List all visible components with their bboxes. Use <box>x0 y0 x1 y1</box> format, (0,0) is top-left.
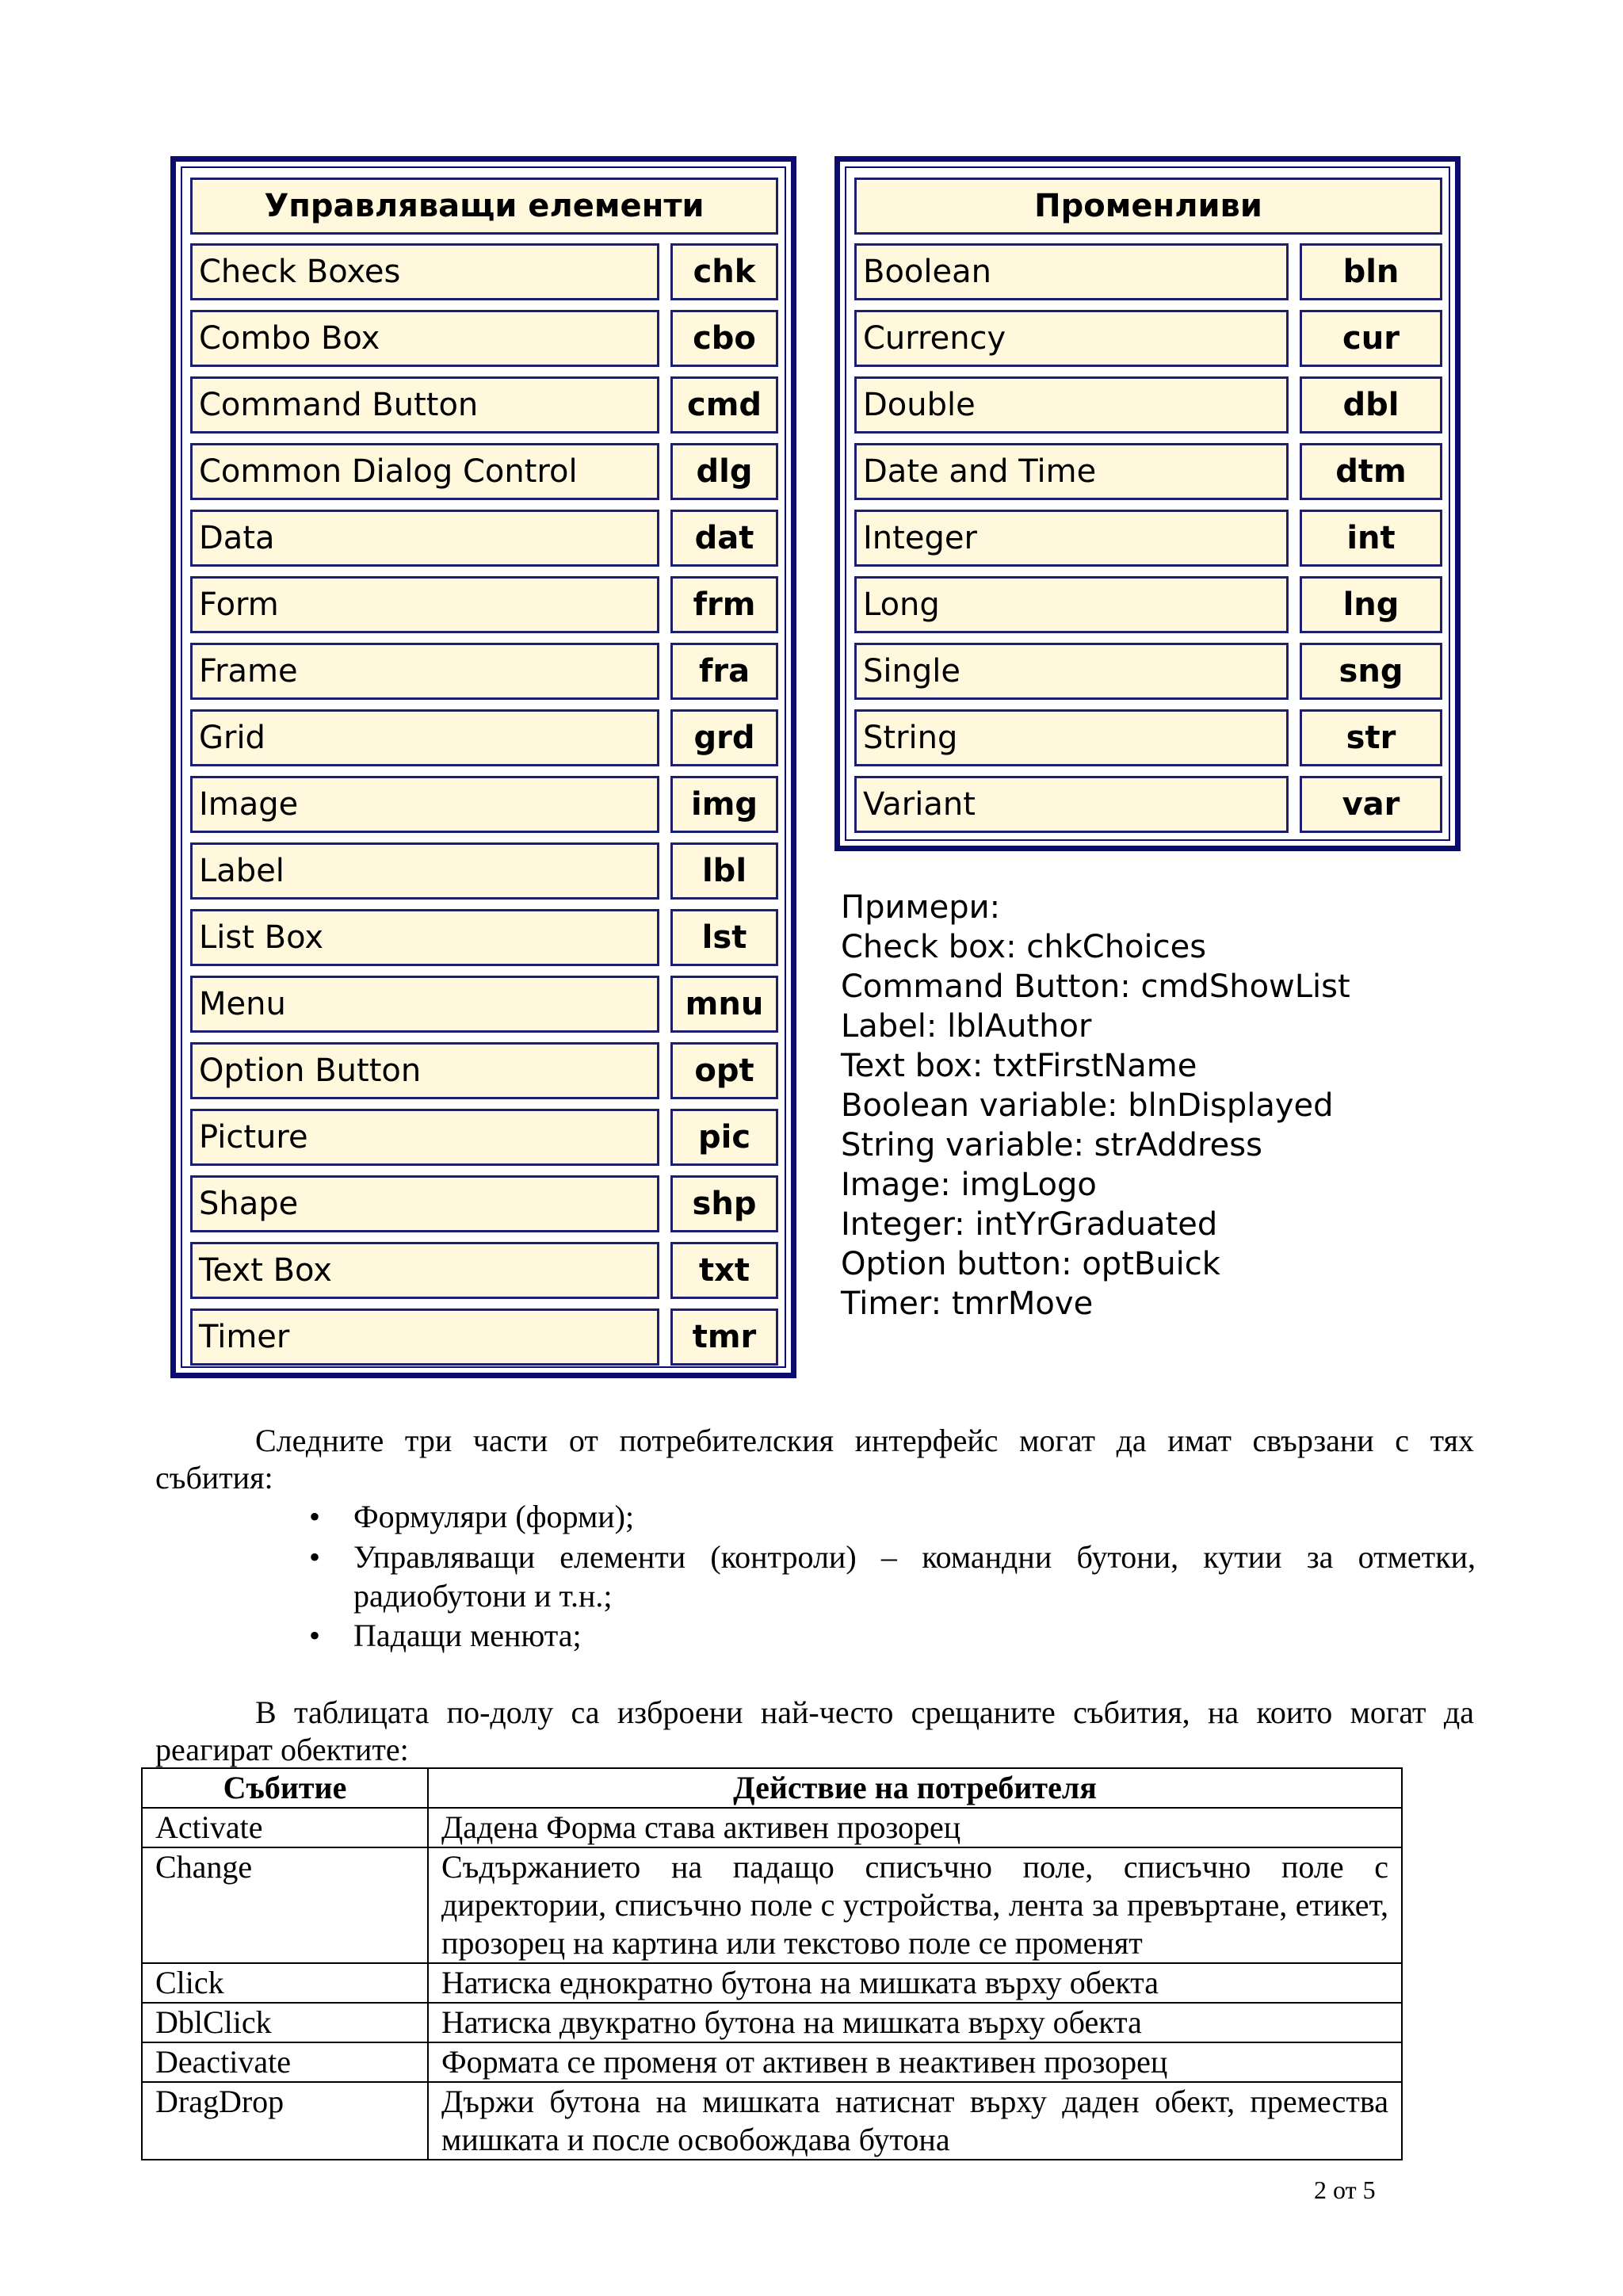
event-action: Формата се променя от активен в неактивен прозорец <box>428 2042 1402 2082</box>
controls-table-title: Управляващи елементи <box>190 178 778 235</box>
controls-row-prefix: cmd <box>670 376 778 434</box>
variables-row-prefix: dbl <box>1300 376 1442 434</box>
example-item: Boolean variable: blnDisplayed <box>841 1087 1334 1124</box>
bullet-item <box>309 1617 582 1655</box>
controls-row-name: Picture <box>190 1109 659 1166</box>
controls-row-name: Combo Box <box>190 310 659 367</box>
table-row <box>142 2082 1402 2160</box>
examples-list <box>841 888 1350 1324</box>
example-item: String variable: strAddress <box>841 1127 1262 1163</box>
variables-row-name: Boolean <box>854 243 1289 300</box>
event-name: Deactivate <box>142 2042 428 2082</box>
paragraph-2-line-2: реагират обектите: <box>155 1732 409 1767</box>
example-item: Image: imgLogo <box>841 1167 1097 1203</box>
controls-row-name: Command Button <box>190 376 659 434</box>
controls-row-prefix: tmr <box>670 1308 778 1366</box>
variables-row-prefix: sng <box>1300 643 1442 700</box>
event-action: Натиска двукратно бутона на мишката върху обекта <box>428 2003 1402 2042</box>
variables-row-name: Integer <box>854 510 1289 567</box>
variables-row-prefix: int <box>1300 510 1442 567</box>
variables-row-prefix: cur <box>1300 310 1442 367</box>
variables-row-name: Variant <box>854 776 1289 833</box>
controls-row-name: Form <box>190 576 659 633</box>
event-action: Натиска еднократно бутона на мишката върху обекта <box>428 1963 1402 2003</box>
example-item: Integer: intYrGraduated <box>841 1206 1218 1243</box>
variables-row-prefix: lng <box>1300 576 1442 633</box>
variables-row-name: Date and Time <box>854 443 1289 500</box>
example-item: Text box: txtFirstName <box>841 1048 1197 1084</box>
controls-row-name: Data <box>190 510 659 567</box>
controls-row-prefix: opt <box>670 1042 778 1099</box>
table-row <box>142 2042 1402 2082</box>
paragraph-1-line-1: Следните три части от потребителския интерфейс могат да имат свързани с тях <box>255 1423 1474 1458</box>
controls-row-name: Check Boxes <box>190 243 659 300</box>
table-row <box>142 2003 1402 2042</box>
examples-heading: Примери: <box>841 889 1001 926</box>
variables-row-prefix: bln <box>1300 243 1442 300</box>
controls-table <box>170 156 796 1378</box>
controls-row-prefix: mnu <box>670 976 778 1033</box>
variables-row-name: String <box>854 709 1289 766</box>
table-row <box>142 1963 1402 2003</box>
controls-row-prefix: fra <box>670 643 778 700</box>
controls-row-name: Image <box>190 776 659 833</box>
event-name: Change <box>142 1847 428 1963</box>
event-action: Държи бутона на мишката натиснат върху даден обект, премества мишката и после освобождава бутона <box>428 2082 1402 2160</box>
controls-row-prefix: pic <box>670 1109 778 1166</box>
variables-row-name: Currency <box>854 310 1289 367</box>
controls-row-prefix: chk <box>670 243 778 300</box>
table-row <box>142 1808 1402 1847</box>
events-header-event: Събитие <box>142 1768 428 1808</box>
variables-row-name: Long <box>854 576 1289 633</box>
controls-row-name: Label <box>190 842 659 900</box>
controls-row-prefix: lbl <box>670 842 778 900</box>
variables-row-prefix: str <box>1300 709 1442 766</box>
controls-row-name: Timer <box>190 1308 659 1366</box>
events-table-header-row <box>142 1768 1402 1808</box>
bullet-text: Формуляри (форми); <box>353 1499 635 1534</box>
variables-row-prefix: dtm <box>1300 443 1442 500</box>
controls-row-prefix: txt <box>670 1242 778 1299</box>
variables-table <box>834 156 1461 851</box>
example-item: Timer: tmrMove <box>841 1286 1094 1322</box>
bullet-continuation: радиобутони и т.н.; <box>353 1578 613 1614</box>
bullet-icon: • <box>309 1499 321 1534</box>
page-number: 2 от 5 <box>1314 2176 1376 2204</box>
example-item: Check box: chkChoices <box>841 929 1207 965</box>
bullet-text: Падащи менюта; <box>353 1618 582 1653</box>
events-table <box>141 1767 1403 2160</box>
controls-row-prefix: frm <box>670 576 778 633</box>
example-item: Command Button: cmdShowList <box>841 968 1350 1005</box>
controls-row-prefix: grd <box>670 709 778 766</box>
controls-row-prefix: img <box>670 776 778 833</box>
variables-row-prefix: var <box>1300 776 1442 833</box>
controls-row-prefix: shp <box>670 1175 778 1232</box>
events-header-action: Действие на потребителя <box>428 1768 1402 1808</box>
example-item: Label: lblAuthor <box>841 1008 1092 1045</box>
variables-row-name: Double <box>854 376 1289 434</box>
event-name: Click <box>142 1963 428 2003</box>
controls-row-prefix: lst <box>670 909 778 966</box>
paragraph-1-line-2: събития: <box>155 1460 273 1496</box>
controls-row-name: Option Button <box>190 1042 659 1099</box>
bullet-item <box>309 1498 635 1536</box>
controls-row-name: List Box <box>190 909 659 966</box>
controls-row-name: Frame <box>190 643 659 700</box>
bullet-text: Управляващи елементи (контроли) – командни бутони, кутии за отметки, <box>353 1539 1476 1575</box>
controls-row-name: Menu <box>190 976 659 1033</box>
bullet-icon: • <box>309 1618 321 1653</box>
bullet-icon: • <box>309 1539 321 1575</box>
controls-row-name: Shape <box>190 1175 659 1232</box>
variables-row-name: Single <box>854 643 1289 700</box>
variables-table-title: Променливи <box>854 178 1442 235</box>
paragraph-2-line-1: В таблицата по-долу са изброени най-често срещаните събития, на които могат да <box>255 1694 1474 1730</box>
example-item: Option button: optBuick <box>841 1246 1220 1282</box>
controls-row-prefix: cbo <box>670 310 778 367</box>
table-row <box>142 1847 1402 1963</box>
controls-row-name: Grid <box>190 709 659 766</box>
controls-row-prefix: dlg <box>670 443 778 500</box>
controls-row-name: Text Box <box>190 1242 659 1299</box>
controls-row-prefix: dat <box>670 510 778 567</box>
event-name: DblClick <box>142 2003 428 2042</box>
event-action: Съдържанието на падащо списъчно поле, списъчно поле с директории, списъчно поле с устройства, лента за превъртане, етикет, прозорец на картина или текстово поле се променят <box>428 1847 1402 1963</box>
bullet-item <box>309 1538 1476 1576</box>
event-action: Дадена Форма става активен прозорец <box>428 1808 1402 1847</box>
controls-row-name: Common Dialog Control <box>190 443 659 500</box>
event-name: Activate <box>142 1808 428 1847</box>
event-name: DragDrop <box>142 2082 428 2160</box>
